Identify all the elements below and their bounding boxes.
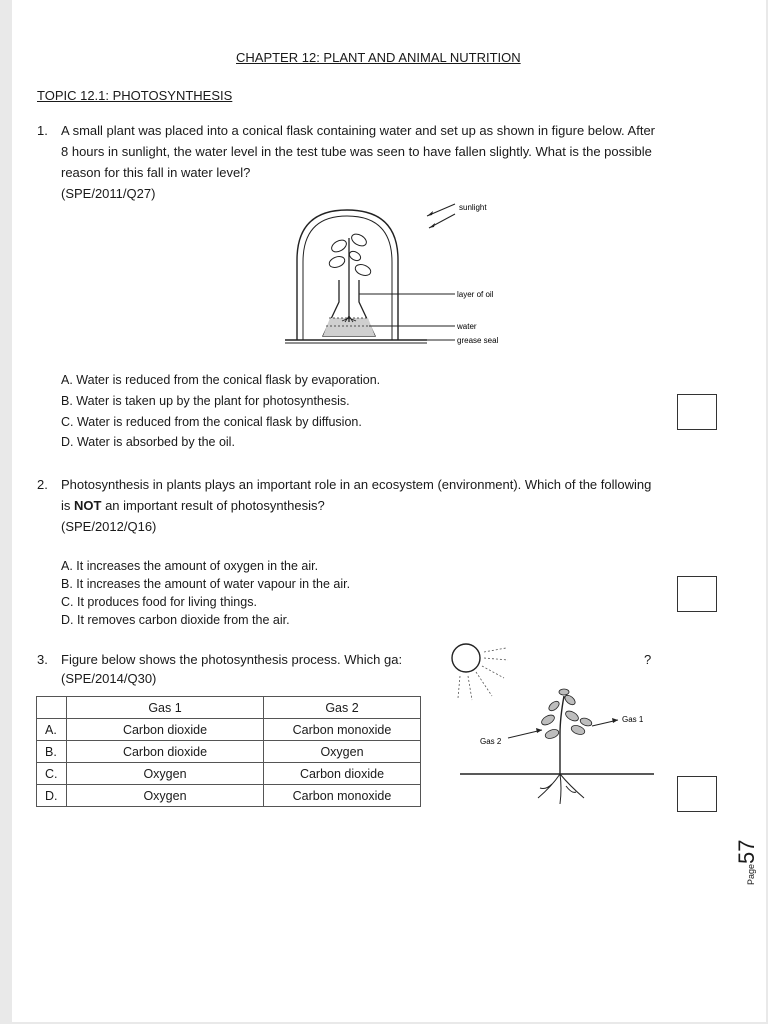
table-cell: Carbon monoxide bbox=[264, 785, 421, 807]
table-row bbox=[37, 763, 421, 785]
q2-answer-box[interactable] bbox=[677, 576, 717, 612]
table-header-row bbox=[37, 697, 421, 719]
q2-option-a: A. It increases the amount of oxygen in the air. bbox=[61, 559, 319, 573]
oil-label: layer of oil bbox=[457, 290, 494, 299]
page-number bbox=[734, 839, 760, 885]
page-number-value: 57 bbox=[734, 839, 759, 864]
table-cell: Carbon dioxide bbox=[67, 741, 264, 763]
table-cell: C. bbox=[37, 763, 67, 785]
q2-option-d: D. It removes carbon dioxide from the air. bbox=[61, 613, 290, 627]
q2-line-2: is NOT an important result of photosynthesis? bbox=[61, 498, 325, 513]
q3-number: 3. bbox=[37, 652, 48, 667]
q1-line-1: A small plant was placed into a conical flask containing water and set up as shown in figure below. After bbox=[61, 123, 656, 138]
q3-source: (SPE/2014/Q30) bbox=[61, 671, 157, 686]
gas-1-label: Gas 1 bbox=[622, 715, 644, 724]
gas-2-label: Gas 2 bbox=[480, 737, 502, 746]
q1-number: 1. bbox=[37, 123, 48, 138]
table-row bbox=[37, 719, 421, 741]
topic-title: TOPIC 12.1: PHOTOSYNTHESIS bbox=[37, 88, 233, 103]
table-cell: Oxygen bbox=[67, 785, 264, 807]
q2-option-b: B. It increases the amount of water vapour in the air. bbox=[61, 577, 351, 591]
page-word: Page bbox=[746, 863, 756, 885]
q1-option-d: D. Water is absorbed by the oil. bbox=[61, 435, 235, 449]
q2-source: (SPE/2012/Q16) bbox=[61, 519, 157, 534]
sun-icon bbox=[452, 644, 480, 672]
q3-question-mark: ? bbox=[644, 652, 652, 667]
q3-line-1: Figure below shows the photosynthesis process. Which ga: bbox=[61, 652, 403, 667]
photosynthesis-figure bbox=[442, 638, 682, 810]
q1-answer-box[interactable] bbox=[677, 394, 717, 430]
gas-table bbox=[36, 696, 421, 807]
q1-option-c: C. Water is reduced from the conical flask by diffusion. bbox=[61, 415, 362, 429]
table-cell: A. bbox=[37, 719, 67, 741]
table-cell: Carbon dioxide bbox=[67, 719, 264, 741]
q1-line-3: reason for this fall in water level? bbox=[61, 165, 251, 180]
q2-number: 2. bbox=[37, 477, 48, 492]
sunlight-label: sunlight bbox=[459, 203, 487, 212]
document-page bbox=[12, 0, 766, 1022]
grease-seal-label: grease seal bbox=[457, 336, 499, 345]
table-header-cell: Gas 1 bbox=[67, 697, 264, 719]
q1-option-b: B. Water is taken up by the plant for photosynthesis. bbox=[61, 394, 350, 408]
table-cell: D. bbox=[37, 785, 67, 807]
not-emphasis: NOT bbox=[74, 498, 102, 513]
q1-option-a: A. Water is reduced from the conical flask by evaporation. bbox=[61, 373, 381, 387]
table-cell: B. bbox=[37, 741, 67, 763]
water-label: water bbox=[457, 322, 477, 331]
table-row bbox=[37, 741, 421, 763]
table-header-cell: Gas 2 bbox=[264, 697, 421, 719]
q3-answer-box[interactable] bbox=[677, 776, 717, 812]
table-cell: Oxygen bbox=[67, 763, 264, 785]
q1-source: (SPE/2011/Q27) bbox=[61, 186, 156, 201]
chapter-title: CHAPTER 12: PLANT AND ANIMAL NUTRITION bbox=[236, 50, 521, 65]
q2-line-1: Photosynthesis in plants plays an important role in an ecosystem (environment). Which of the following bbox=[61, 477, 652, 492]
table-cell: Carbon monoxide bbox=[264, 719, 421, 741]
table-header-cell bbox=[37, 697, 67, 719]
table-cell: Carbon dioxide bbox=[264, 763, 421, 785]
q2-option-c: C. It produces food for living things. bbox=[61, 595, 257, 609]
bell-jar-figure bbox=[277, 198, 517, 350]
table-row bbox=[37, 785, 421, 807]
q1-line-2: 8 hours in sunlight, the water level in the test tube was seen to have fallen slightly. What is the possible bbox=[61, 144, 652, 159]
table-cell: Oxygen bbox=[264, 741, 421, 763]
